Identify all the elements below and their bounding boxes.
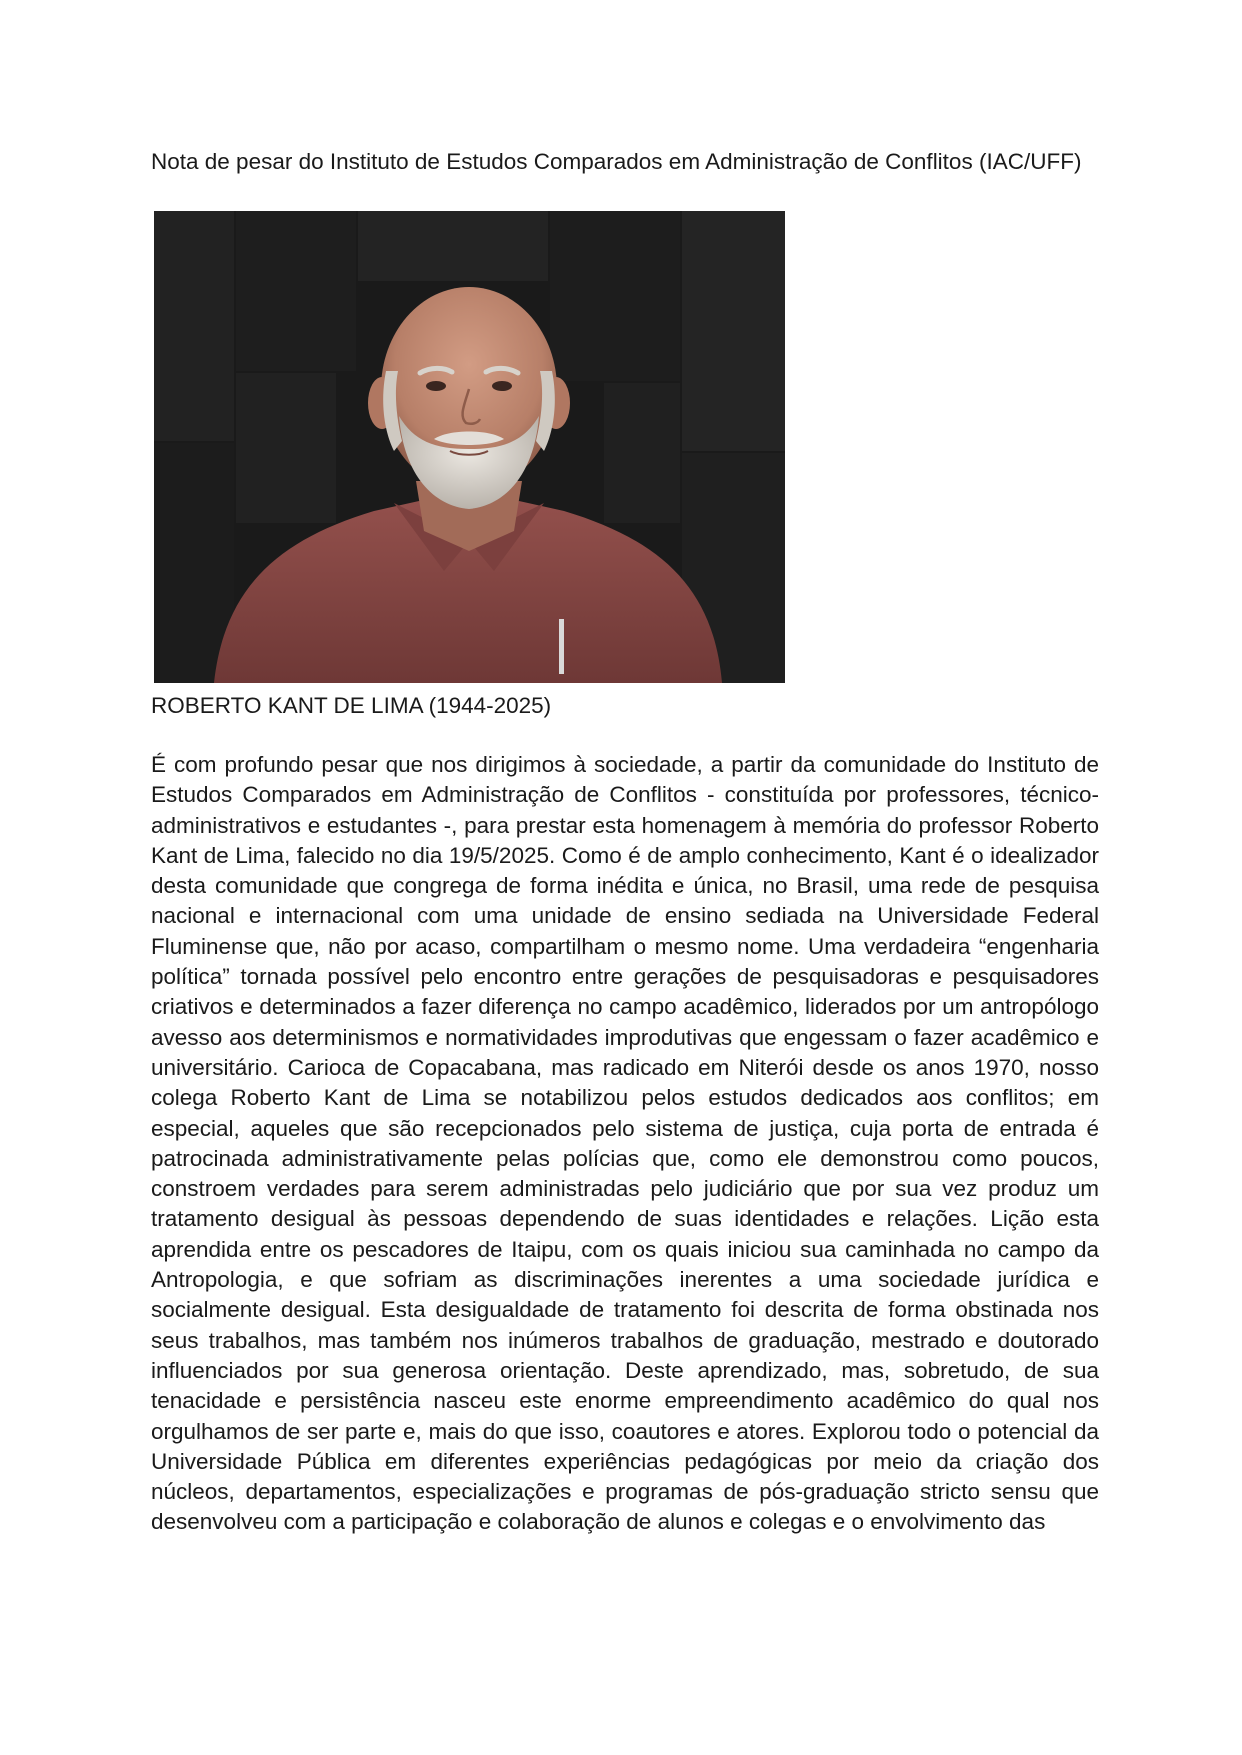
portrait-illustration [154, 211, 785, 683]
document-title: Nota de pesar do Instituto de Estudos Comparados em Administração de Conflitos (IAC/UFF) [151, 149, 1082, 174]
document-page [151, 147, 1099, 1538]
photo-caption: ROBERTO KANT DE LIMA (1944-2025) [151, 693, 552, 718]
body-paragraph: É com profundo pesar que nos dirigimos à sociedade, a partir da comunidade do Instituto de Estudos Comparados em Administração de Conflitos - constituída por professores, técnico-administrativos e estudantes -, para prestar esta homenagem à memória do professor Roberto Kant de Lima, falecido no dia 19/5/2025. Como é de amplo conhecimento, Kant é o idealizador desta comunidade que congrega de forma inédita e única, no Brasil, uma rede de pesquisa nacional e internacional com uma unidade de ensino sediada na Universidade Federal Fluminense que, não por acaso, compartilham o mesmo nome. Uma verdadeira “engenharia política” tornada possível pelo encontro entre gerações de pesquisadoras e pesquisadores criativos e determinados a fazer diferença no campo acadêmico, liderados por um antropólogo avesso aos determinismos e normatividades improdutivas que engessam o fazer acadêmico e universitário. Carioca de Copacabana, mas radicado em Niterói desde os anos 1970, nosso colega Roberto Kant de Lima se notabilizou pelos estudos dedicados aos conflitos; em especial, aqueles que são recepcionados pelo sistema de justiça, cuja porta de entrada é patrocinada administrativamente pelas polícias que, como ele demonstrou como poucos, constroem verdades para serem administradas pelo judiciário que por sua vez produz um tratamento desigual às pessoas dependendo de suas identidades e relações. Lição esta aprendida entre os pescadores de Itaipu, com os quais iniciou sua caminhada no campo da Antropologia, e que sofriam as discriminações inerentes a uma sociedade jurídica e socialmente desigual. Esta desigualdade de tratamento foi descrita de forma obstinada nos seus trabalhos, mas também nos inúmeros trabalhos de graduação, mestrado e doutorado influenciados por sua generosa orientação. Deste aprendizado, mas, sobretudo, de sua tenacidade e persistência nasceu este enorme empreendimento acadêmico do qual nos orgulhamos de ser parte e, mais do que isso, coautores e atores. Explorou todo o potencial da Universidade Pública em diferentes experiências pedagógicas por meio da criação dos núcleos, departamentos, especializações e programas de pós-graduação stricto sensu que desenvolveu com a participação e colaboração de alunos e colegas e o envolvimento das [151, 752, 1099, 1535]
portrait-photo [154, 211, 785, 683]
